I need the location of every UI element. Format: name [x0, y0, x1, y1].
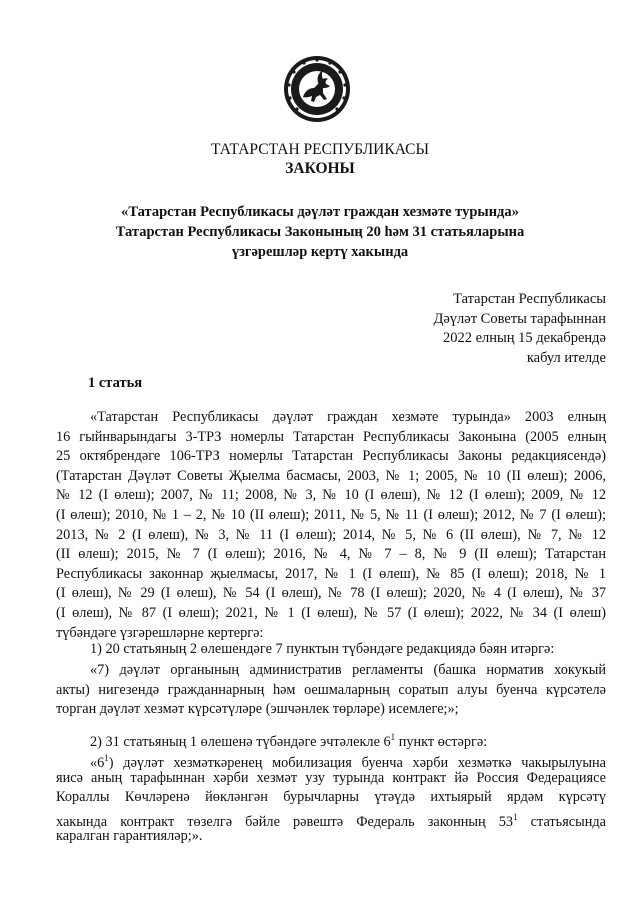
text-line: «7) дәүләт органының административ регламенты (башка норматив хокукый	[90, 662, 606, 678]
item-2-text: пункт өстәргә:	[395, 733, 488, 750]
adoption-block	[433, 290, 606, 368]
text-line: 25 октябрендәге 106-ТРЗ номерлы Татарстан Республикасы Законы редакциясендә)	[56, 448, 606, 465]
text-fragment: «6	[90, 754, 105, 771]
text-line	[56, 808, 606, 828]
text-line: 16 гыйнварындагы 3-ТРЗ номерлы Татарстан Республикасы Законына (2005 елның	[56, 428, 606, 445]
superscript: 1	[390, 732, 396, 742]
text-line: «Татарстан Республикасы дәүләт граждан хезмәте турында» 2003 елның	[90, 409, 606, 425]
text-line: (II өлеш); 2015, № 7 (I өлеш); 2016, № 4, № 7 – 8, № 9 (II өлеш); Татарстан	[56, 546, 606, 563]
text-line: торган дәүләт хезмәт күрсәтүләре (эшчәнлек төрләре) исемлеге;»;	[56, 701, 459, 718]
superscript: 1	[104, 753, 109, 763]
text-line: (I өлеш); 2010, № 1 – 2, № 10 (II өлеш); 2011, № 5, № 11 (I өлеш); 2012, № 7 (I өлеш);	[56, 506, 606, 523]
text-line: (I өлеш), № 29 (I өлеш), № 54 (I өлеш), № 78 (I өлеш); 2020, № 4 (I өлеш), № 37	[56, 585, 606, 602]
item-2-text: 2) 31 статьяның 1 өлешенә түбәндәге эчтәлекле 6	[90, 733, 391, 750]
law-title-line: Татарстан Республикасы Законының 20 һәм 31 статьяларына	[115, 224, 525, 240]
republic-heading: ТАТАРСТАН РЕСПУБЛИКАСЫ	[211, 141, 429, 158]
text-line: акты) нигезендә гражданнарның һәм оешмаларның соратып алуы буенча күрсәтелә	[56, 681, 606, 698]
text-line: яисә аның тарафыннан хәрби хезмәт узу турында контракт йә Россия Федерациясе	[56, 769, 606, 786]
text-fragment: статьясында	[517, 813, 606, 830]
tatarstan-coat-of-arms-icon	[283, 55, 351, 123]
text-line: Республикасы законнар җыелмасы, 2017, № 1 (I өлеш), № 85 (I өлеш); 2018, № 1	[56, 565, 606, 582]
item-2-text	[56, 749, 606, 847]
text-line: түбәндәге үзгәрешләрне кертергә:	[56, 624, 264, 641]
text-line: 2013, № 2 (I өлеш), № 3, № 11 (I өлеш); 2014, № 5, № 6 (II өлеш), № 7, № 12	[56, 526, 606, 543]
text-line: каралган гарантияләр;».	[56, 828, 203, 845]
adoption-line: 2022 елның 15 декабрендә	[442, 330, 606, 346]
adoption-line: кабул ителде	[526, 349, 606, 366]
paragraph-amendment-intro	[56, 408, 606, 643]
text-line: Кораллы Көчләренә йөкләнгән бурычларны үтәүдә ихтыярый ярдәм күрсәтү	[56, 789, 606, 806]
law-title	[60, 202, 580, 262]
item-2	[56, 728, 606, 748]
text-line	[56, 749, 606, 769]
law-title-line: «Татарстан Республикасы дәүләт граждан хезмәте турында»	[121, 204, 519, 220]
text-line: 1) 20 статьяның 2 өлешендәге 7 пунктын түбәндәге редакциядә бәян итәргә:	[90, 641, 555, 657]
text-line: (Татарстан Дәүләт Советы Җыелма басмасы, 2003, № 1; 2005, № 10 (II өлеш); 2006,	[56, 467, 606, 484]
article-heading: 1 статья	[88, 375, 143, 391]
text-line: (I өлеш), № 87 (I өлеш); 2021, № 1 (I өлеш), № 57 (I өлеш); 2022, № 34 (I өлеш)	[56, 604, 606, 621]
superscript: 1	[513, 811, 518, 822]
item-1	[56, 640, 606, 660]
text-fragment: хакында контракт төзелгә бәйле рәвештә Федераль законның 53	[56, 813, 514, 830]
law-heading: ЗАКОНЫ	[285, 160, 355, 177]
adoption-line: Дәүләт Советы тарафыннан	[433, 310, 606, 327]
text-fragment: ) дәүләт хезмәткәренең мобилизация буенча хәрби хезмәткә чакырылуына	[108, 754, 606, 771]
text-line: № 12 (I өлеш); 2007, № 11; 2008, № 3, № 10 (I өлеш), № 12 (I өлеш); 2009, № 12	[56, 487, 606, 504]
law-title-line: үзгәрешләр кертү хакында	[231, 244, 409, 260]
adoption-line: Татарстан Республикасы	[453, 291, 606, 307]
item-1-text	[56, 661, 606, 720]
text-line	[56, 728, 606, 748]
